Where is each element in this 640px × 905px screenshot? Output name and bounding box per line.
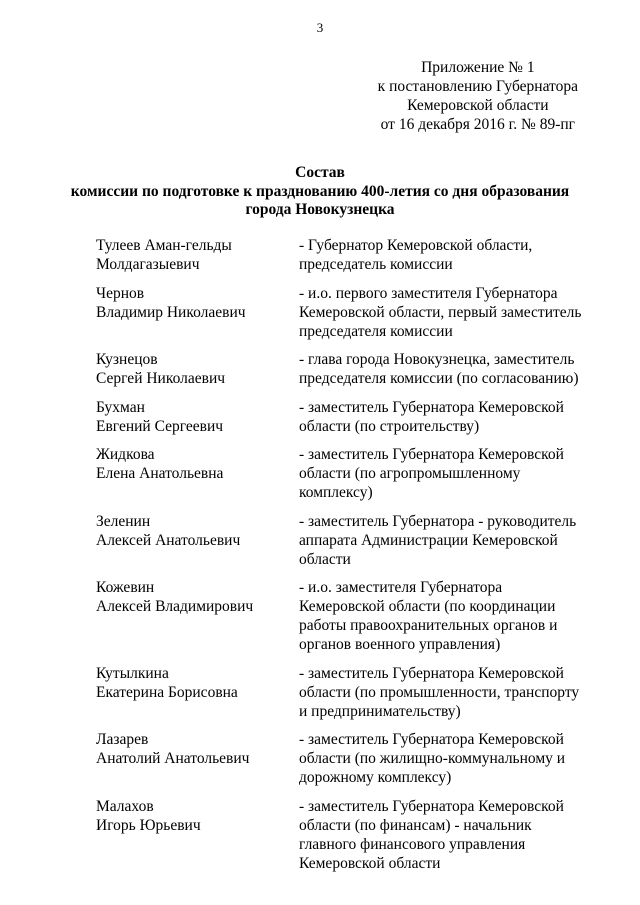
page-number: 3 [316, 20, 324, 35]
appendix-line-3: Кемеровской области [407, 97, 549, 114]
title-line-1: Состав [295, 164, 345, 181]
member-row [96, 236, 596, 274]
member-name-line: Алексей Владимирович [96, 598, 254, 615]
member-name [96, 797, 299, 873]
member-name [96, 350, 299, 388]
member-row [96, 512, 596, 569]
member-role-line: области (по финансам) - начальник [299, 816, 532, 834]
member-row [96, 445, 596, 502]
member-role-line: дорожному комплексу) [299, 769, 452, 786]
appendix-line-4: от 16 декабря 2016 г. № 89-пг [380, 116, 576, 133]
member-role-line: области (по агропромышленному [299, 465, 521, 482]
member-role-line: Кемеровской области (по координации [299, 598, 556, 615]
member-role-line: - и.о. первого заместителя Губернатора [299, 284, 558, 302]
member-role [299, 578, 596, 654]
member-role-line: - глава города Новокузнецка, заместитель [299, 351, 575, 368]
member-role [299, 398, 596, 436]
member-row [96, 350, 596, 388]
member-role [299, 445, 596, 502]
member-row [96, 664, 596, 721]
document-title [0, 164, 640, 220]
member-role-line: Кемеровской области [299, 854, 441, 872]
member-role-line: и предпринимательству) [299, 702, 461, 720]
member-role-line: - и.о. заместителя Губернатора [299, 579, 503, 596]
member-role-line: области (по жилищно-коммунальному и [299, 750, 566, 767]
member-role-line: председателя комиссии (по согласованию) [299, 370, 579, 387]
member-name-line: Чернов [96, 284, 145, 302]
member-name [96, 730, 299, 787]
member-role-line: области [299, 550, 351, 568]
member-role-line: председателя комиссии [299, 322, 453, 340]
member-role-line: работы правоохранительных органов и [299, 617, 558, 634]
member-role-line: - заместитель Губернатора Кемеровской [299, 664, 564, 682]
member-role-line: аппарата Администрации Кемеровской [299, 531, 558, 549]
member-name [96, 664, 299, 721]
member-role [299, 797, 596, 873]
member-name-line: Елена Анатольевна [96, 465, 224, 482]
member-role-line: главного финансового управления [299, 835, 526, 853]
member-row [96, 797, 596, 873]
member-role [299, 664, 596, 721]
member-role-line: органов военного управления) [299, 636, 501, 653]
member-name-line: Владимир Николаевич [96, 303, 246, 321]
member-role [299, 284, 596, 341]
member-name-line: Зеленин [96, 512, 151, 530]
member-name-line: Бухман [96, 398, 145, 416]
title-line-2: комиссии по подготовке к празднованию 400-летия со дня образования [70, 182, 570, 200]
member-name-line: Жидкова [96, 446, 155, 463]
member-name [96, 578, 299, 654]
member-role [299, 512, 596, 569]
member-name-line: Сергей Николаевич [96, 370, 226, 387]
member-role-line: Кемеровской области, первый заместитель [299, 303, 582, 321]
member-role-line: - заместитель Губернатора Кемеровской [299, 797, 564, 815]
appendix-line-2: к постановлению Губернатора [377, 78, 578, 95]
title-line-3: города Новокузнецка [245, 201, 395, 218]
member-role [299, 350, 596, 388]
member-role [299, 236, 596, 274]
member-row [96, 284, 596, 341]
member-role-line: области (по промышленности, транспорту [299, 683, 580, 701]
member-role [299, 730, 596, 787]
member-name [96, 445, 299, 502]
member-name [96, 398, 299, 436]
member-row [96, 730, 596, 787]
member-name-line: Лазарев [96, 731, 149, 748]
member-role-line: области (по строительству) [299, 417, 480, 435]
member-role-line: председатель комиссии [299, 256, 453, 273]
member-name-line: Алексей Анатольевич [96, 531, 241, 549]
member-name [96, 284, 299, 341]
members-list [96, 236, 596, 873]
member-name-line: Игорь Юрьевич [96, 816, 201, 834]
member-role-line: - заместитель Губернатора Кемеровской [299, 398, 564, 416]
member-name-line: Кузнецов [96, 351, 158, 368]
member-name [96, 236, 299, 274]
appendix-header [378, 58, 578, 134]
member-role-line: - заместитель Губернатора Кемеровской [299, 446, 564, 463]
member-name-line: Екатерина Борисовна [96, 683, 238, 701]
appendix-line-1: Приложение № 1 [421, 59, 535, 76]
member-name-line: Евгений Сергеевич [96, 417, 224, 435]
member-name-line: Тулеев Аман-гельды [96, 237, 232, 254]
member-name [96, 512, 299, 569]
member-name-line: Кожевин [96, 579, 155, 596]
member-row [96, 578, 596, 654]
member-name-line: Анатолий Анатольевич [96, 750, 250, 767]
member-name-line: Молдагазыевич [96, 256, 200, 273]
member-role-line: - заместитель Губернатора Кемеровской [299, 731, 564, 748]
member-name-line: Кутылкина [96, 664, 169, 682]
member-role-line: - Губернатор Кемеровской области, [299, 237, 533, 254]
member-row [96, 398, 596, 436]
member-role-line: - заместитель Губернатора - руководитель [299, 512, 577, 530]
member-role-line: комплексу) [299, 484, 373, 501]
member-name-line: Малахов [96, 797, 154, 815]
